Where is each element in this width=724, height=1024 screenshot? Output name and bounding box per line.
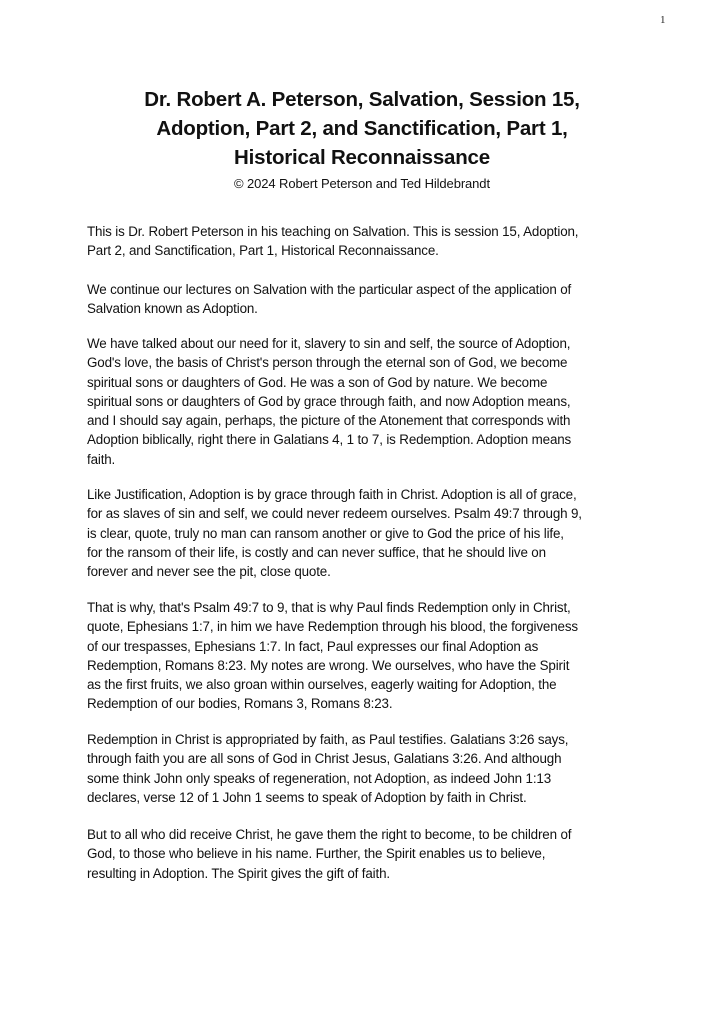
text-line: That is why, that's Psalm 49:7 to 9, that is why Paul finds Redemption only in Christ, [87, 600, 571, 615]
paragraph [87, 485, 667, 581]
text-line: through faith you are all sons of God in Christ Jesus, Galatians 3:26. And although [87, 751, 562, 767]
text-line: Part 2, and Sanctification, Part 1, Historical Reconnaissance. [87, 243, 439, 259]
text-line: forever and never see the pit, close quote. [87, 564, 331, 580]
text-line: This is Dr. Robert Peterson in his teaching on Salvation. This is session 15, Adoption, [87, 224, 579, 239]
paragraph [87, 280, 667, 319]
document-title [0, 85, 724, 172]
text-line: Like Justification, Adoption is by grace through faith in Christ. Adoption is all of grace, [87, 487, 577, 502]
title-line: Adoption, Part 2, and Sanctification, Part 1, [156, 117, 568, 140]
text-line: faith. [87, 451, 116, 467]
text-line: We continue our lectures on Salvation with the particular aspect of the application of [87, 282, 572, 297]
paragraph [87, 598, 667, 714]
paragraph [87, 222, 667, 261]
title-line: Historical Reconnaissance [234, 146, 490, 169]
copyright-notice: © 2024 Robert Peterson and Ted Hildebrandt [234, 176, 490, 191]
text-line: God, to those who believe in his name. Further, the Spirit enables us to believe, [87, 846, 546, 862]
text-line: some think John only speaks of regeneration, not Adoption, as indeed John 1:13 [87, 770, 551, 786]
text-line: spiritual sons or daughters of God by grace through faith, and now Adoption means, [87, 393, 571, 409]
text-line: is clear, quote, truly no man can ransom another or give to God the price of his life, [87, 525, 564, 541]
text-line: God's love, the basis of Christ's person through the eternal son of God, we become [87, 355, 568, 371]
title-line: Dr. Robert A. Peterson, Salvation, Session 15, [144, 88, 580, 111]
text-line: for as slaves of sin and self, we could never redeem ourselves. Psalm 49:7 through 9, [87, 506, 582, 522]
text-line: Redemption of our bodies, Romans 3, Romans 8:23. [87, 696, 393, 712]
text-line: Redemption in Christ is appropriated by faith, as Paul testifies. Galatians 3:26 says, [87, 732, 569, 747]
text-line: as the first fruits, we also groan within ourselves, eagerly waiting for Adoption, the [87, 677, 557, 693]
text-line: spiritual sons or daughters of God. He was a son of God by nature. We become [87, 374, 548, 390]
text-line: declares, verse 12 of 1 John 1 seems to speak of Adoption by faith in Christ. [87, 789, 527, 805]
paragraph [87, 730, 667, 807]
text-line: for the ransom of their life, is costly and can never suffice, that he should live on [87, 544, 546, 560]
text-line: Redemption, Romans 8:23. My notes are wrong. We ourselves, who have the Spirit [87, 657, 570, 673]
paragraph [87, 825, 667, 883]
text-line: But to all who did receive Christ, he gave them the right to become, to be children of [87, 827, 572, 842]
page-number: 1 [660, 14, 666, 26]
text-line: Salvation known as Adoption. [87, 301, 258, 317]
text-line: resulting in Adoption. The Spirit gives the gift of faith. [87, 865, 390, 881]
text-line: and I should say again, perhaps, the picture of the Atonement that corresponds with [87, 413, 571, 429]
paragraph [87, 334, 667, 469]
text-line: quote, Ephesians 1:7, in him we have Redemption through his blood, the forgiveness [87, 619, 578, 635]
text-line: of our trespasses, Ephesians 1:7. In fact, Paul expresses our final Adoption as [87, 638, 539, 654]
text-line: Adoption biblically, right there in Galatians 4, 1 to 7, is Redemption. Adoption means [87, 432, 572, 448]
text-line: We have talked about our need for it, slavery to sin and self, the source of Adoption, [87, 336, 571, 351]
